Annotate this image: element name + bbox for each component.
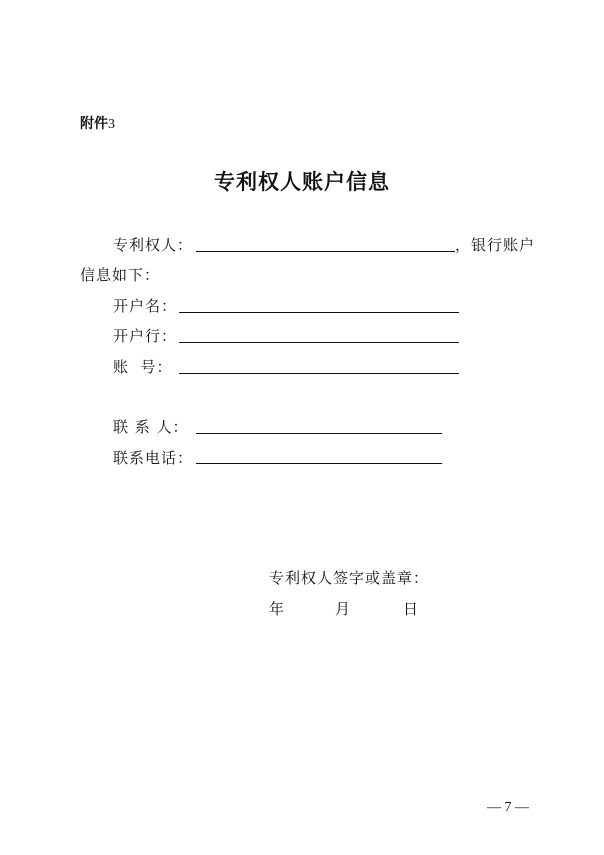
bank-info-continue: 信息如下：	[80, 266, 161, 284]
signature-label: 专利权人签字或盖章：	[269, 569, 430, 587]
phone-label: 联系电话：	[113, 449, 194, 467]
page-number: — 7 —	[487, 800, 529, 815]
contact-label: 联 系 人：	[113, 418, 189, 436]
patentee-label: 专利权人：	[113, 236, 194, 254]
attachment-label: 附件3	[80, 116, 115, 132]
bank-label: 开户行：	[113, 327, 178, 345]
date-day: 日	[403, 600, 420, 618]
bank-field[interactable]	[179, 342, 459, 343]
account-number-field[interactable]	[179, 373, 459, 374]
patentee-field[interactable]	[196, 251, 455, 252]
contact-field[interactable]	[196, 433, 442, 434]
account-name-field[interactable]	[179, 312, 459, 313]
account-name-label: 开户名：	[113, 297, 178, 315]
account-number-label: 账 号：	[113, 358, 173, 376]
date-year: 年	[269, 600, 286, 618]
page-title: 专利权人账户信息	[214, 170, 390, 194]
phone-field[interactable]	[196, 463, 442, 464]
date-month: 月	[335, 600, 352, 618]
attachment-number: 3	[108, 117, 115, 132]
bank-info-suffix: ，银行账户	[455, 236, 536, 254]
